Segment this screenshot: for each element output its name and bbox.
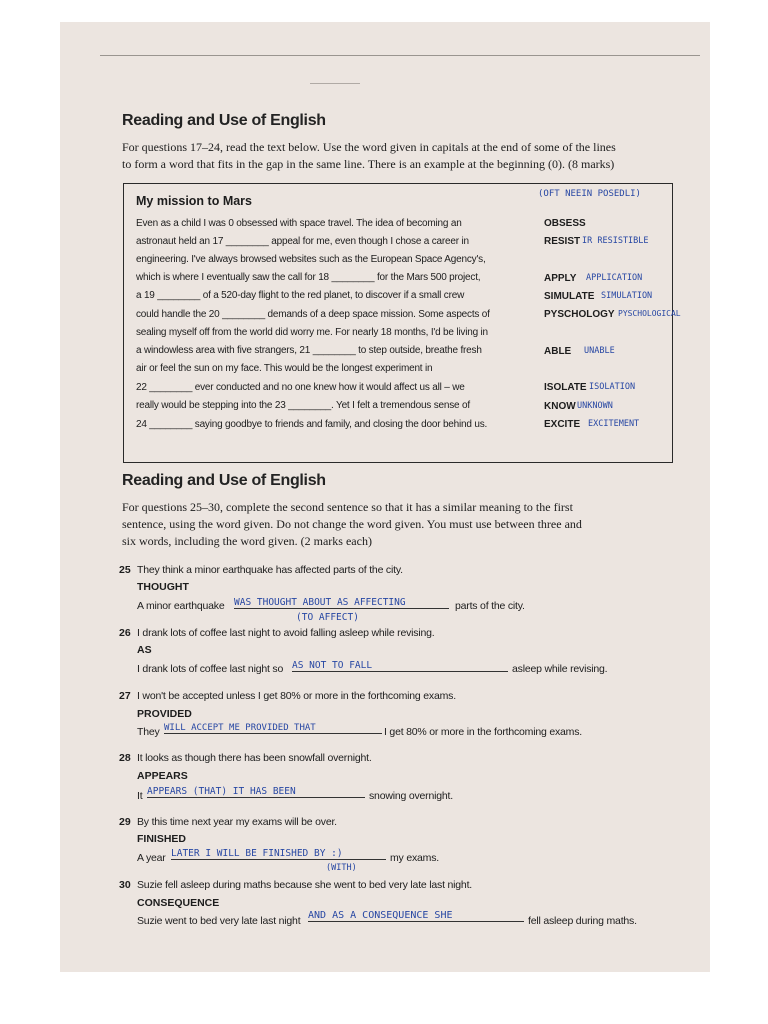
question-sentence: By this time next year my exams will be over. [137,816,337,828]
answer-field[interactable]: APPEARS (THAT) IT HAS BEEN [147,786,365,798]
text-line-6: could handle the 20 ________ demands of a deep space mission. Some aspects of [136,309,490,320]
question-number: 27 [119,690,131,702]
question-sentence: I won't be accepted unless I get 80% or more in the forthcoming exams. [137,690,456,702]
answer-21: UNABLE [584,346,615,356]
keyword-apply: APPLY [544,273,577,284]
question-number: 26 [119,627,131,639]
section2-instructions-1: For questions 25–30, complete the second sentence so that it has a similar meaning to the first [122,500,573,514]
question-keyword: APPEARS [137,770,188,782]
answer-19: SIMULATION [601,291,653,301]
question-number: 25 [119,564,131,576]
answer-prefix: They [137,726,160,738]
answer-field[interactable]: WAS THOUGHT ABOUT AS AFFECTING [234,597,449,609]
answer-suffix: my exams. [390,852,439,864]
section2-instructions-3: six words, including the word given. (2 marks each) [122,534,372,548]
box-title: My mission to Mars [136,194,252,208]
keyword-know: KNOW [544,401,576,412]
question-sentence: They think a minor earthquake has affected parts of the city. [137,564,403,576]
answer-note: (WITH) [326,863,357,873]
text-line-2: astronaut held an 17 ________ appeal for me, even though I chose a career in [136,236,469,247]
text-line-3: engineering. I've always browsed websites such as the European Space Agency's, [136,254,486,265]
section1-heading: Reading and Use of English [122,112,326,129]
answer-field[interactable]: AS NOT TO FALL [292,660,508,672]
section1-instructions-1: For questions 17–24, read the text below. Use the word given in capitals at the end of some of the lines [122,140,616,154]
text-line-10: 22 ________ ever conducted and no one knew how it would affect us all – we [136,382,465,393]
question-number: 30 [119,879,131,891]
answer-field[interactable]: AND AS A CONSEQUENCE SHE [308,910,524,922]
worksheet-page [60,22,710,972]
answer-prefix: Suzie went to bed very late last night [137,915,301,927]
section1-instructions-2: to form a word that fits in the gap in the same line. There is an example at the beginning (0). (8 marks) [122,157,615,171]
question-keyword: CONSEQUENCE [137,897,220,909]
text-line-9: air or feel the sun on my face. This would be the longest experiment in [136,363,433,374]
question-sentence: It looks as though there has been snowfall overnight. [137,752,372,764]
answer-22: ISOLATION [589,382,636,392]
question-keyword: PROVIDED [137,708,192,720]
answer-suffix: asleep while revising. [512,663,608,675]
answer-note: (TO AFFECT) [296,612,359,623]
handwritten-note: (OFT NEEIN POSEDLI) [538,189,641,199]
question-keyword: THOUGHT [137,581,189,593]
keyword-isolate: ISOLATE [544,382,587,393]
answer-18: APPLICATION [586,273,643,283]
answer-20: PYSCHOLOGICAL [618,309,681,318]
keyword-resist: RESIST [544,236,581,247]
answer-23: UNKNOWN [577,401,613,411]
answer-suffix: I get 80% or more in the forthcoming exams. [384,726,582,738]
top-rule-short [310,83,360,84]
keyword-psychology: PYSCHOLOGY [544,309,615,320]
text-line-7: sealing myself off from the world did worry me. For nearly 18 months, I'd be living in [136,327,488,338]
answer-24: EXCITEMENT [588,419,640,429]
answer-prefix: A minor earthquake [137,600,225,612]
keyword-able: ABLE [544,346,572,357]
question-sentence: I drank lots of coffee last night to avoid falling asleep while revising. [137,627,435,639]
answer-suffix: fell asleep during maths. [528,915,637,927]
text-line-8: a windowless area with five strangers, 21 ________ to step outside, breathe fresh [136,345,482,356]
text-line-12: 24 ________ saying goodbye to friends and family, and closing the door behind us. [136,419,488,430]
text-line-11: really would be stepping into the 23 ________. Yet I felt a tremendous sense of [136,400,470,411]
answer-field[interactable]: LATER I WILL BE FINISHED BY :) [171,848,386,860]
question-number: 28 [119,752,131,764]
keyword-excite: EXCITE [544,419,581,430]
answer-suffix: parts of the city. [455,600,525,612]
section2-heading: Reading and Use of English [122,472,326,489]
question-number: 29 [119,816,131,828]
text-line-4: which is where I eventually saw the call for 18 ________ for the Mars 500 project, [136,272,481,283]
answer-prefix: A year [137,852,166,864]
question-keyword: FINISHED [137,833,187,845]
question-keyword: AS [137,644,152,656]
answer-prefix: I drank lots of coffee last night so [137,663,284,675]
keyword-obsess: OBSESS [544,218,586,229]
answer-prefix: It [137,790,143,802]
top-rule [100,55,700,56]
answer-17: IR RESISTIBLE [582,236,649,246]
answer-field[interactable]: WILL ACCEPT ME PROVIDED THAT [164,723,382,734]
text-line-1: Even as a child I was 0 obsessed with space travel. The idea of becoming an [136,218,462,229]
keyword-simulate: SIMULATE [544,291,595,302]
question-sentence: Suzie fell asleep during maths because she went to bed very late last night. [137,879,473,891]
answer-suffix: snowing overnight. [369,790,453,802]
section2-instructions-2: sentence, using the word given. Do not change the word given. You must use between three and [122,517,582,531]
text-line-5: a 19 ________ of a 520-day flight to the red planet, to discover if a small crew [136,290,465,301]
